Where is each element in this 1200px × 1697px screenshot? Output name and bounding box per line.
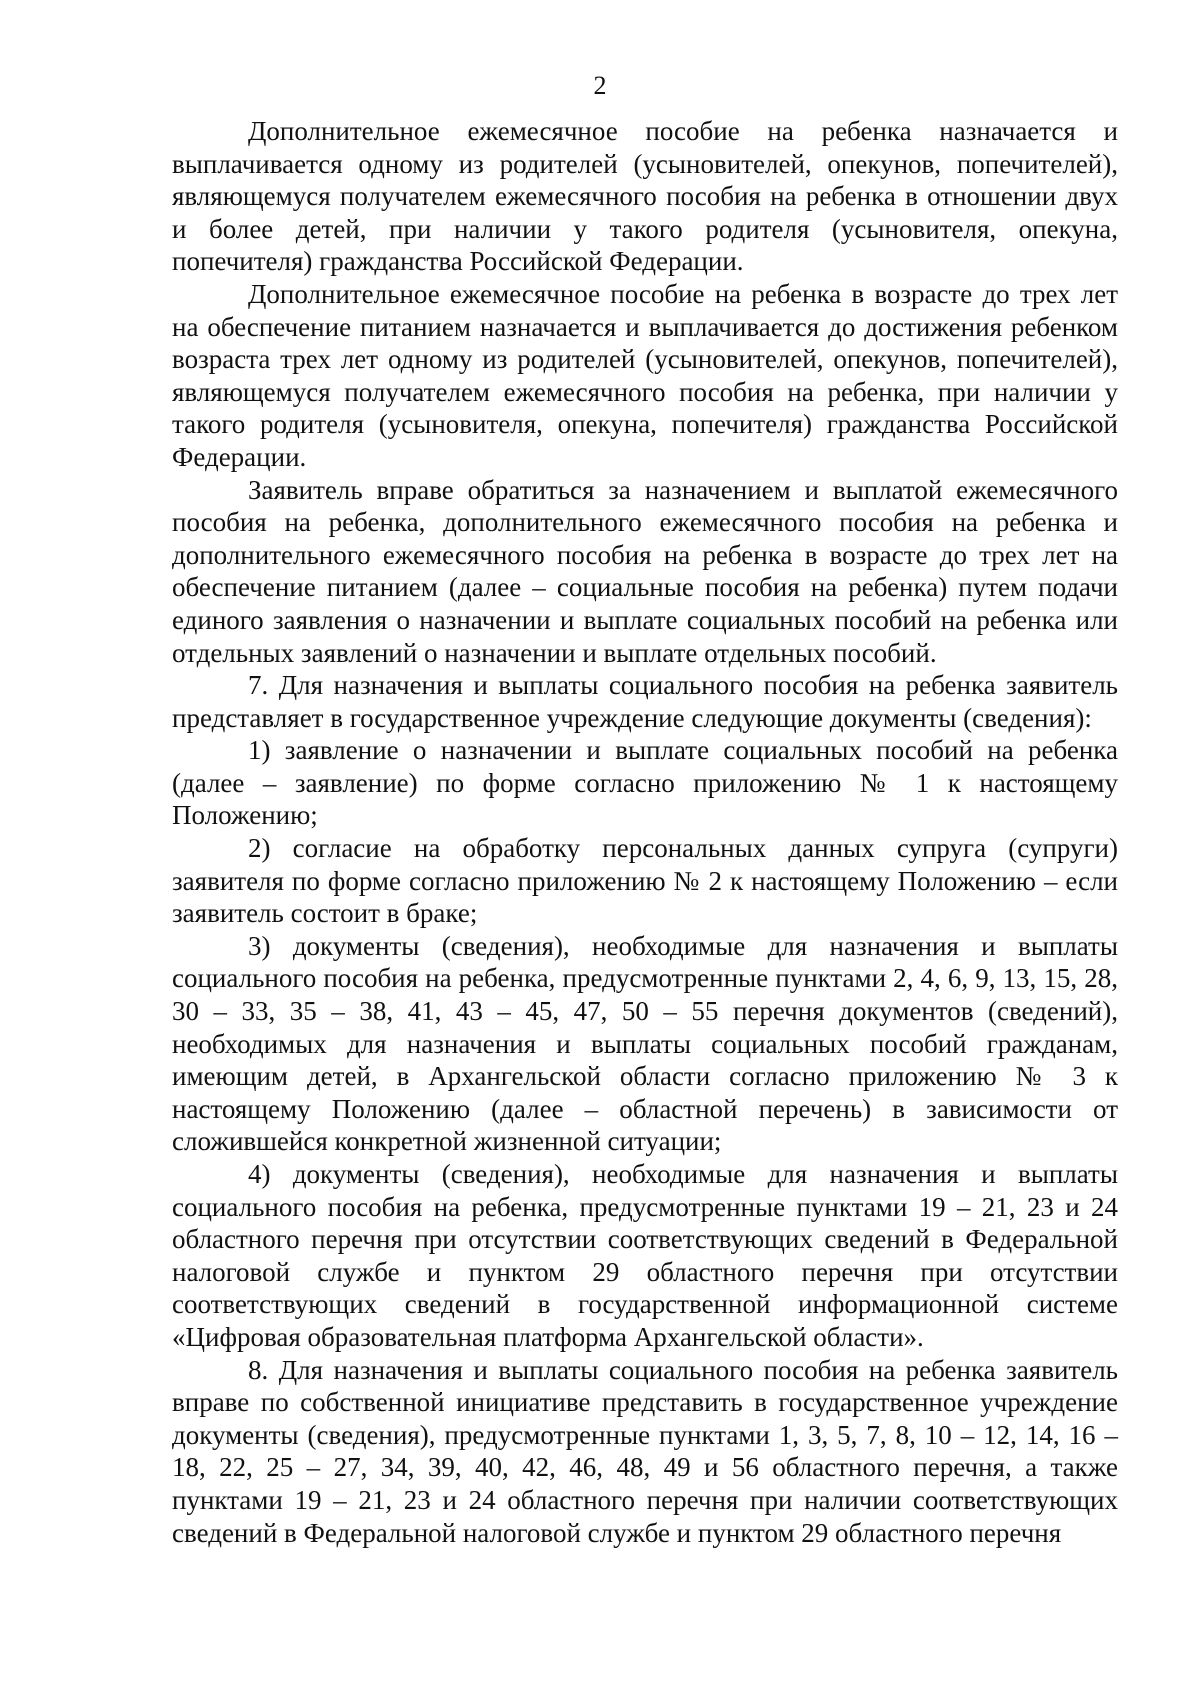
paragraph-item-7-2: 2) согласие на обработку персональных данных супруга (супруги) заявителя по форме согласно приложению № 2 к настоящему Положению – если заявитель состоит в браке; <box>172 833 1118 929</box>
paragraph-item-7: 7. Для назначения и выплаты социального пособия на ребенка заявитель представляет в государственное учреждение следующие документы (сведения): <box>172 670 1118 733</box>
paragraph-item-7-4: 4) документы (сведения), необходимые для назначения и выплаты социального пособия на ребенка, предусмотренные пунктами 19 – 21, 23 и 24 областного перечня при отсутствии соответствующих сведений в Федеральной налоговой службе и пунктом 29 областного перечня при отсутствии соответствующих сведений в государственной информационной системе «Цифровая образовательная платформа Архангельской области». <box>172 1159 1118 1352</box>
paragraph-item-8: 8. Для назначения и выплаты социального пособия на ребенка заявитель вправе по собственной инициативе представить в государственное учреждение документы (сведения), предусмотренные пунктами 1, 3, 5, 7, 8, 10 – 12, 14, 16 – 18, 22, 25 – 27, 34, 39, 40, 42, 46, 48, 49 и 56 областного перечня, а также пунктами 19 – 21, 23 и 24 областного перечня при наличии соответствующих сведений в Федеральной налоговой службе и пунктом 29 областного перечня <box>172 1354 1118 1548</box>
paragraph-item-7-1: 1) заявление о назначении и выплате социальных пособий на ребенка (далее – заявление) по форме согласно приложению № 1 к настоящему Положению; <box>172 735 1118 831</box>
document-body <box>172 115 1118 1549</box>
paragraph-item-7-3: 3) документы (сведения), необходимые для назначения и выплаты социального пособия на ребенка, предусмотренные пунктами 2, 4, 6, 9, 13, 15, 28, 30 – 33, 35 – 38, 41, 43 – 45, 47, 50 – 55 перечня документов (сведений), необходимых для назначения и выплаты социальных пособий гражданам, имеющим детей, в Архангельской области согласно приложению № 3 к настоящему Положению (далее – областной перечень) в зависимости от сложившейся конкретной жизненной ситуации; <box>172 930 1118 1157</box>
paragraph-additional-benefit: Дополнительное ежемесячное пособие на ребенка назначается и выплачивается одному из родителей (усыновителей, опекунов, попечителей), являющемуся получателем ежемесячного пособия на ребенка в отношении двух и более детей, при наличии у такого родителя (усыновителя, опекуна, попечителя) гражданства Российской Федерации. <box>172 116 1118 277</box>
page-number: 2 <box>593 71 607 100</box>
paragraph-under-three-nutrition: Дополнительное ежемесячное пособие на ребенка в возрасте до трех лет на обеспечение питанием назначается и выплачивается до достижения ребенком возраста трех лет одному из родителей (усыновителей, опекунов, попечителей), являющемуся получателем ежемесячного пособия на ребенка, при наличии у такого родителя (усыновителя, опекуна, попечителя) гражданства Российской Федерации. <box>172 278 1118 472</box>
paragraph-applicant-right: Заявитель вправе обратиться за назначением и выплатой ежемесячного пособия на ребенка, дополнительного ежемесячного пособия на ребенка и дополнительного ежемесячного пособия на ребенка в возрасте до трех лет на обеспечение питанием (далее – социальные пособия на ребенка) путем подачи единого заявления о назначении и выплате социальных пособий на ребенка или отдельных заявлений о назначении и выплате отдельных пособий. <box>172 474 1118 668</box>
